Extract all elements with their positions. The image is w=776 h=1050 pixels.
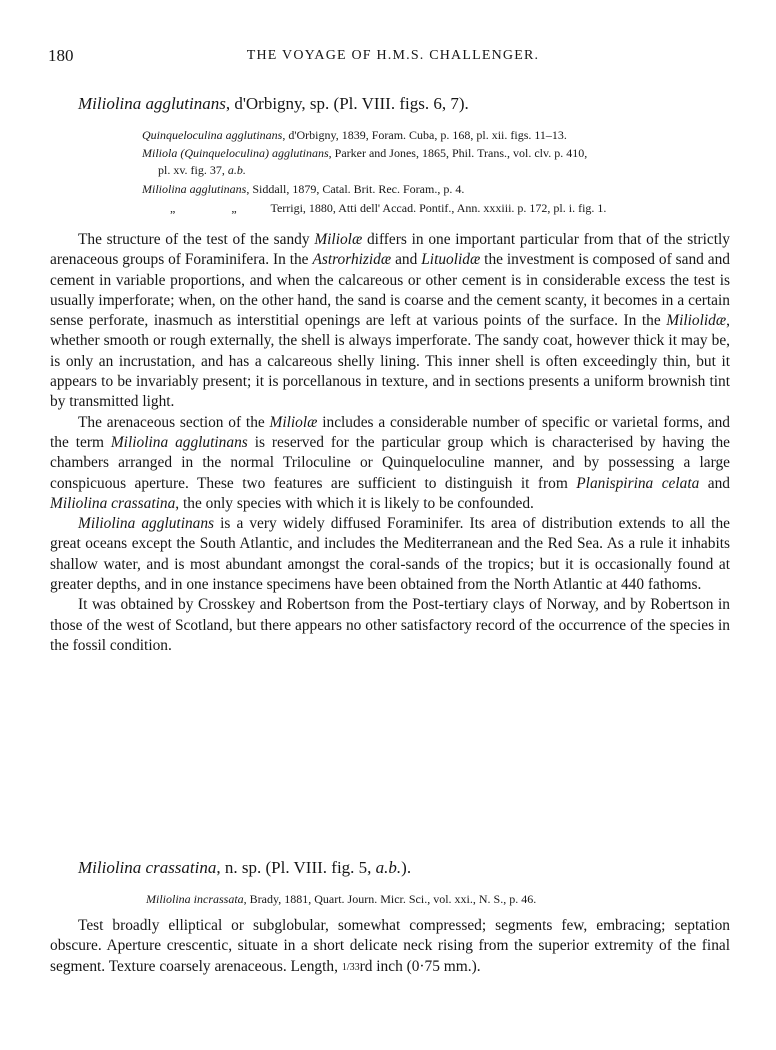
synonym-figure-ref: a.b.: [227, 163, 246, 177]
synonymy-entry: [170, 201, 730, 216]
synonym-reference: Terrigi, 1880, Atti dell' Accad. Pontif., Ann. xxxiii. p. 172, pl. i. fig. 1.: [270, 201, 607, 215]
species-author: , d'Orbigny, sp. (Pl. VIII. figs. 6, 7).: [225, 94, 469, 113]
synonym-reference: , Siddall, 1879, Catal. Brit. Rec. Foram., p. 4.: [246, 182, 465, 196]
species-name: Miliolina crassatina: [78, 858, 217, 877]
synonym-reference: , d'Orbigny, 1839, Foram. Cuba, p. 168, pl. xii. figs. 11–13.: [282, 128, 567, 142]
running-title: THE VOYAGE OF H.M.S. CHALLENGER.: [246, 48, 540, 63]
species-heading-crassatina: Miliolina crassatina, n. sp. (Pl. VIII. fig. 5, a.b.).: [78, 858, 412, 877]
ditto-mark: „: [170, 201, 176, 215]
species-heading-agglutinans: [78, 94, 469, 114]
synonym-reference: pl. xv. fig. 37,: [158, 163, 228, 177]
synonym-reference: , Parker and Jones, 1865, Phil. Trans., vol. clv. p. 410,: [328, 146, 588, 160]
synonym-reference: , Brady, 1881, Quart. Journ. Micr. Sci., vol. xxi., N. S., p. 46.: [243, 892, 537, 906]
species-description-crassatina: [50, 916, 730, 978]
synonymy-entry: [142, 182, 464, 197]
paragraph: The arenaceous section of the Miliolæ includes a considerable number of specific or varietal forms, and the term Miliolina agglutinans is reserved for the particular group which is characterised by having the chambers arranged in the normal Triloculine or Quinqueloculine manner, and by possessing a large conspicuous aperture. These two features are sufficient to distinguish it from Planispirina celata and Miliolina crassatina, the only species with which it is likely to be confounded.: [50, 413, 730, 512]
fraction: 1/33: [341, 961, 360, 973]
synonymy-entry-continued: [158, 163, 246, 178]
synonym-name: Miliolina agglutinans: [142, 182, 247, 196]
synonymy-entry: [146, 892, 536, 907]
paragraph: Miliolina agglutinans is a very widely diffused Foraminifer. Its area of distribution extends to all the great oceans except the South Atlantic, and includes the Mediterranean and the Red Sea. As a rule it inhabits shallow water, and is most abundant amongst the coral-sands of the tropics; but it is occasionally found at greater depths, and in one instance specimens have been obtained from the North Atlantic at 440 fathoms.: [50, 515, 730, 594]
paragraph: The structure of the test of the sandy Miliolæ differs in one important particular from that of the strictly arenaceous groups of Foraminifera. In the Astrorhizidæ and Lituolidæ the investment is composed of sand and cement in variable proportions, and when the calcareous or other cement is in considerable excess the test is usually imperforate; when, on the other hand, the sand is coarse and the cement scanty, it becomes in a certain sense perforate, inasmuch as interstitial openings are left at various points of the surface. In the Miliolidæ, whether smooth or rough externally, the shell is always imperforate. The sandy coat, however thick it may be, is only an incrustation, and has a calcareous shelly lining. This inner shell is often exceedingly thin, but it appears to be invariably present; it is porcellanous in texture, and in sections presents a uniform brownish tint by transmitted light.: [50, 231, 730, 411]
synonym-name: Miliola (Quinqueloculina) agglutinans: [142, 146, 329, 160]
paragraph: Test broadly elliptical or subglobular, somewhat compressed; segments few, embracing; septation obscure. Aperture crescentic, situate in a short delicate neck rising from the superior extremity of the final segment. Texture coarsely arenaceous. Length, 1/33rd inch (0·75 mm.).: [50, 917, 730, 975]
synonym-name: Quinqueloculina agglutinans: [142, 128, 283, 142]
running-header: [48, 46, 738, 68]
species-name: Miliolina agglutinans: [78, 94, 226, 113]
page-number: 180: [48, 46, 74, 65]
synonymy-entry: [142, 128, 567, 143]
ditto-mark: „: [231, 201, 237, 215]
synonym-name: Miliolina incrassata: [146, 892, 244, 906]
species-description-agglutinans: [50, 230, 730, 656]
synonymy-entry: [142, 146, 732, 161]
paragraph: It was obtained by Crosskey and Robertson from the Post-tertiary clays of Norway, and by Robertson in those of the west of Scotland, but there appears no other satisfactory record of the occurrence of the species in the fossil condition.: [50, 596, 730, 654]
